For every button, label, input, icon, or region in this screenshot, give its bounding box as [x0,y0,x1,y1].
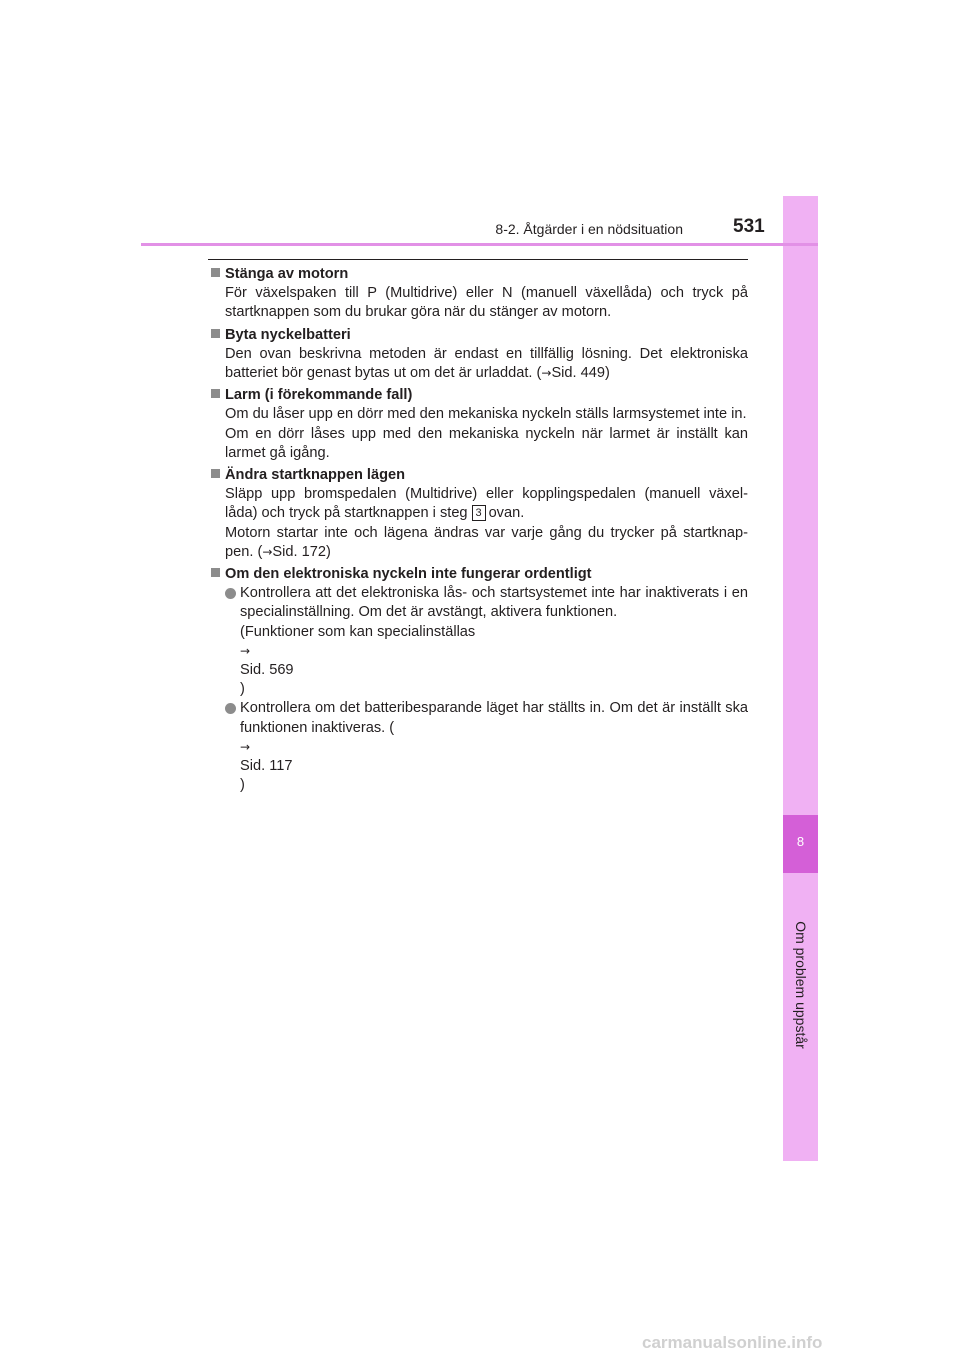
list-item [211,584,748,699]
paragraph-text: ) [605,365,610,382]
circle-bullet-icon [225,703,236,714]
watermark: carmanualsonline.info [642,1333,823,1352]
square-bullet-icon [211,389,220,398]
arrow-right-icon: → [240,739,251,754]
section-replace-battery [211,326,748,384]
list-item-text-part: (Funktioner som kan specialinställas [240,623,476,640]
heading-text: Stänga av motorn [225,266,349,282]
page-content [211,265,748,798]
section-change-modes [211,466,748,562]
section-heading [211,265,748,284]
chapter-number: 8 [796,834,805,849]
paragraph [211,524,748,562]
page-reference: Sid. 449 [551,365,605,382]
chapter-title: Om problem uppstår [793,921,809,1049]
section-heading [211,466,748,485]
page-reference: Sid. 117 [240,758,293,775]
heading-text: Ändra startknappen lägen [225,467,406,484]
paragraph: Om en dörr låses upp med den mekaniska nyckeln när larmet är inställt kan larmet gå igång. [225,425,748,461]
arrow-right-icon: → [240,643,251,658]
paragraph-text: Släpp upp bromspedalen (Multidrive) eller kopplingspedalen (manuell växel-låda) och tryck på startknappen i steg [225,486,748,522]
section-stop-engine [211,265,748,323]
list-item-text-part: Kontrollera om det batteribesparande läget har ställts in. Om det är inställt ska funktionen inaktiveras. ( [240,700,748,736]
arrow-right-icon: → [541,366,552,381]
list-item-body [240,699,748,795]
list-item-text [240,623,748,700]
page-number: 531 [733,216,765,237]
paragraph: För växelspaken till P (Multidrive) eller N (manuell växellåda) och tryck på startknappen som du brukar göra när du stänger av motorn. [225,285,748,321]
square-bullet-icon [211,469,220,478]
paragraph [211,345,748,383]
list-item-text-part: ) [240,777,245,794]
page-reference: Sid. 569 [240,662,294,679]
step-number-box: 3 [472,505,486,521]
list-item-text: Kontrollera att det elektroniska lås- och startsystemet inte har inaktiverats i en specialinställning. Om det är avstängt, aktivera funktionen. [240,585,748,621]
content-rule [208,259,748,260]
paragraph-text: ) [325,543,331,560]
heading-text: Byta nyckelbatteri [225,326,351,343]
paragraph-text: ovan. [488,505,525,522]
section-heading [211,386,748,405]
heading-text: Om den elektroniska nyckeln inte fungerar ordentligt [225,566,592,583]
square-bullet-icon [211,268,220,277]
paragraph: Om du låser upp en dörr med den mekaniska nyckeln ställs larmsystemet inte in. [225,406,747,423]
square-bullet-icon [211,568,220,577]
list-item [211,699,748,795]
section-alarm [211,386,748,463]
section-title: 8-2. Åtgärder i en nödsituation [495,221,683,237]
header-rule [141,243,818,246]
page-reference: Sid. 172 [272,543,326,560]
arrow-right-icon: → [262,544,273,559]
list-item-text-part: ) [240,681,245,698]
square-bullet-icon [211,329,220,338]
section-heading [211,326,748,345]
paragraph-text: Den ovan beskrivna metoden är endast en tillfällig lösning. Det elektroniska batteriet bör genast bytas ut om det är urladdat. ( [225,345,748,382]
section-heading [211,565,748,584]
section-key-not-working [211,565,748,795]
paragraph-text: Motorn startar inte och lägena ändras var varje gång du trycker på startknap-pen. ( [225,524,748,560]
paragraph [211,485,748,523]
circle-bullet-icon [225,588,236,599]
list-item-text [240,699,748,795]
heading-text: Larm (i förekommande fall) [225,387,413,404]
list-item-body [240,584,748,699]
